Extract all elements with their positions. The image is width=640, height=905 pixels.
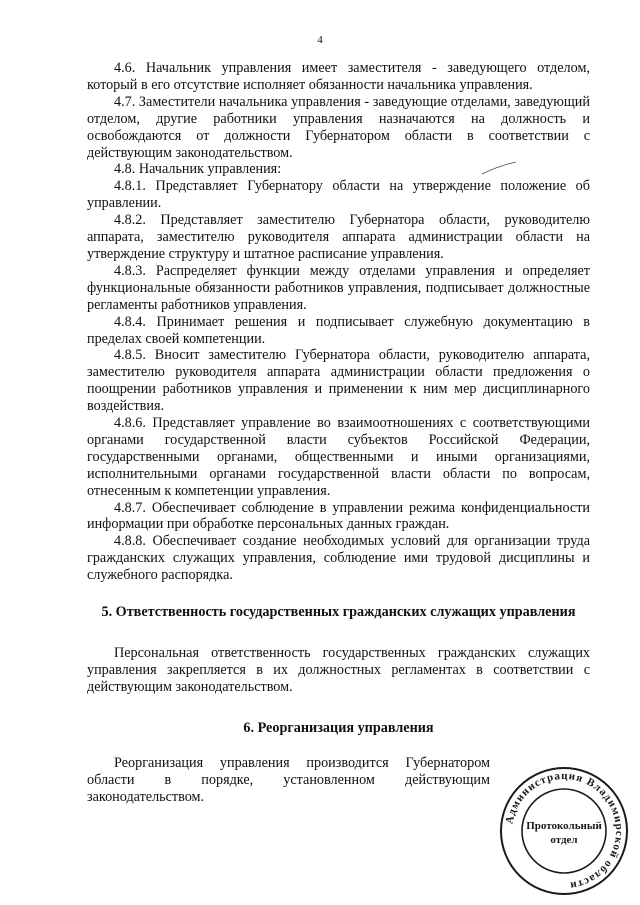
paragraph-4-8-3: 4.8.3. Распределяет функции между отделами управления и определяет функциональные обязанности работников управления, подписывает должностные регламенты работников управления. — [87, 262, 590, 313]
section-6-heading: 6. Реорганизация управления — [243, 719, 434, 736]
paragraph-4-8-6: 4.8.6. Представляет управление во взаимоотношениях с соответствующими органами государственной власти субъектов Российской Федерации, государственными органами, общественными и иными организациями, исполнительными органами государственной власти области по вопросам, отнесенным к компетенции управления. — [87, 415, 590, 499]
paragraph-4-8-1: 4.8.1. Представляет Губернатору области на утверждение положение об управлении. — [87, 178, 590, 212]
paragraph-4-8-2: 4.8.2. Представляет заместителю Губернатора области, руководителю аппарата, заместителю руководителя аппарата администрации области на утверждение структуру и штатное расписание управления. — [87, 212, 590, 262]
stamp-inner-text-1: Протокольный — [526, 820, 602, 832]
paragraph-4-8-4: 4.8.4. Принимает решения и подписывает служебную документацию в пределах своей компетенции. — [87, 313, 590, 347]
official-stamp — [498, 765, 630, 897]
paragraph-4-8-7: 4.8.7. Обеспечивает соблюдение в управлении режима конфиденциальности информации при обработке персональных данных граждан. — [87, 499, 590, 533]
pen-mark — [480, 160, 520, 176]
paragraph-4-8-5: 4.8.5. Вносит заместителю Губернатора области, руководителю аппарата, заместителю руководителя аппарата администрации области предложения о поощрении работников управления и применении к ним мер дисциплинарного воздействия. — [87, 347, 590, 415]
section-5-text: Персональная ответственность государственных гражданских служащих управления закрепляется в их должностных регламентах в соответствии с действующим законодательством. — [87, 645, 590, 695]
stamp-outer-text: Администрация Владимирской области — [503, 769, 626, 892]
section-6-text: Реорганизация управления производится Губернатором области в порядке, установленном действующим законодательством. — [87, 754, 490, 805]
paragraph-4-8: 4.8. Начальник управления: — [114, 161, 282, 178]
paragraph-4-8-8: 4.8.8. Обеспечивает создание необходимых условий для организации труда гражданских служащих управления, соблюдение ими трудовой дисциплины и служебного распорядка. — [87, 533, 590, 584]
paragraph-4-6: 4.6. Начальник управления имеет заместителя - заведующего отделом, который в его отсутствие исполняет обязанности начальника управления. — [87, 60, 590, 93]
page-number: 4 — [317, 34, 323, 46]
paragraph-4-7: 4.7. Заместители начальника управления - заведующие отделами, заведующий отделом, другие работники управления назначаются на должность и освобождаются от должности Губернатором области в соответствии с действующим законодательством. — [87, 93, 590, 161]
section-5-heading: 5. Ответственность государственных гражданских служащих управления — [101, 604, 576, 621]
stamp-inner-text-2: отдел — [550, 834, 578, 846]
